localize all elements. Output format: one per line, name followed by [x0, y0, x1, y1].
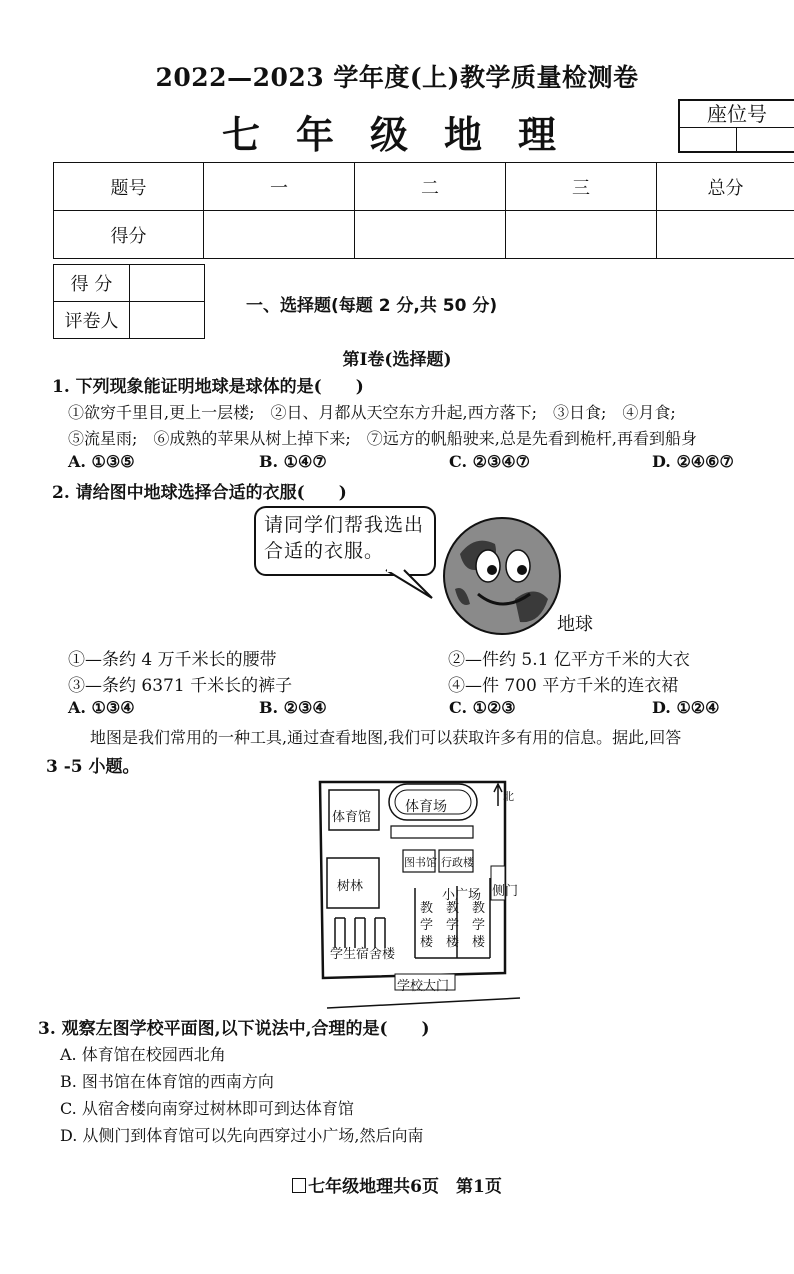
row-label-question: 题号 [54, 163, 204, 211]
question-2-choice-4: ④—件 700 平方千米的连衣裙 [448, 676, 679, 696]
question-2-choice-2: ②—件约 5.1 亿平方千米的大衣 [448, 650, 690, 670]
score-field[interactable] [130, 265, 205, 302]
map-main-gate: 学校大门 [397, 979, 450, 994]
footer-text: 七年级地理共6页 第1页 [308, 1177, 502, 1197]
question-1-stem: 1. 下列现象能证明地球是球体的是( ) [52, 377, 364, 397]
score-cell[interactable] [355, 211, 506, 259]
map-teaching-building-c: 教学楼 [472, 901, 486, 950]
seat-number-box [678, 99, 794, 153]
question-2-option-a: A. ①③④ [68, 698, 135, 717]
column-header-2: 二 [355, 163, 506, 211]
map-gym: 体育馆 [332, 810, 372, 825]
question-3-option-a: A. 体育馆在校园西北角 [60, 1045, 226, 1064]
column-header-total: 总分 [657, 163, 794, 211]
question-3-option-c: C. 从宿舍楼向南穿过树林即可到达体育馆 [60, 1099, 354, 1118]
speech-bubble-tail [254, 560, 454, 620]
question-1-option-d: D. ②④⑥⑦ [652, 452, 734, 471]
seat-number-label: 座位号 [680, 101, 794, 128]
part-title: 第Ⅰ卷(选择题) [342, 350, 452, 370]
question-1-option-c: C. ②③④⑦ [449, 452, 530, 471]
question-2-option-b: B. ②③④ [259, 698, 327, 717]
table-row [54, 211, 794, 259]
grader-label: 评卷人 [54, 302, 130, 339]
page-footer [0, 1172, 794, 1197]
earth-label: 地球 [557, 614, 593, 635]
question-2-option-d: D. ①②④ [652, 698, 720, 717]
intro-line-1: 地图是我们常用的一种工具,通过查看地图,我们可以获取许多有用的信息。据此,回答 [90, 728, 682, 747]
map-north-label: 北 [503, 790, 514, 803]
map-plaza: 小广场 [442, 888, 482, 903]
question-2-option-c: C. ①②③ [449, 698, 516, 717]
intro-line-2: 3 -5 小题。 [46, 757, 140, 777]
exam-title: 2022—2023 学年度(上)教学质量检测卷 [155, 63, 639, 92]
score-cell[interactable] [506, 211, 657, 259]
map-teaching-building-a: 教学楼 [420, 901, 434, 950]
table-row [54, 302, 205, 339]
table-row [54, 265, 205, 302]
question-3-stem: 3. 观察左图学校平面图,以下说法中,合理的是( ) [38, 1019, 430, 1039]
map-dormitory: 学生宿舍楼 [330, 947, 396, 962]
map-stadium: 体育场 [405, 799, 447, 815]
question-2-choice-1: ①—条约 4 万千米长的腰带 [68, 650, 277, 670]
question-1-line-1: ①欲穷千里目,更上一层楼; ②日、月都从天空东方升起,西方落下; ③日食; ④月食; [68, 403, 676, 422]
column-header-1: 一 [204, 163, 355, 211]
question-1-line-2: ⑤流星雨; ⑥成熟的苹果从树上掉下来; ⑦远方的帆船驶来,总是先看到桅杆,再看到船身 [68, 429, 697, 448]
question-1-option-a: A. ①③⑤ [68, 452, 135, 471]
column-header-3: 三 [506, 163, 657, 211]
score-cell[interactable] [204, 211, 355, 259]
speech-bubble-text: 请同学们帮我选出合适的衣服。 [264, 514, 425, 562]
earth-cartoon-icon [440, 514, 570, 639]
score-table [53, 162, 794, 259]
question-3-option-d: D. 从侧门到体育馆可以先向西穿过小广场,然后向南 [60, 1126, 424, 1145]
map-teaching-building-b: 教学楼 [446, 901, 460, 950]
score-label: 得 分 [54, 265, 130, 302]
question-3-option-b: B. 图书馆在体育馆的西南方向 [60, 1072, 274, 1091]
row-label-score: 得分 [54, 211, 204, 259]
question-2-stem: 2. 请给图中地球选择合适的衣服( ) [52, 483, 347, 503]
table-row [54, 163, 794, 211]
subject-title: 七年级地理 [222, 112, 593, 157]
map-admin: 行政楼 [441, 856, 474, 869]
map-woods: 树林 [337, 879, 364, 894]
section-heading: 一、选择题(每题 2 分,共 50 分) [246, 296, 498, 316]
grader-box [53, 264, 205, 339]
map-library: 图书馆 [404, 856, 437, 869]
question-1-option-b: B. ①④⑦ [259, 452, 327, 471]
footer-square-icon [292, 1178, 306, 1193]
grader-field[interactable] [130, 302, 205, 339]
map-side-gate: 侧门 [492, 884, 519, 899]
seat-number-divider [736, 127, 737, 153]
score-cell[interactable] [657, 211, 794, 259]
question-2-choice-3: ③—条约 6371 千米长的裤子 [68, 676, 293, 696]
